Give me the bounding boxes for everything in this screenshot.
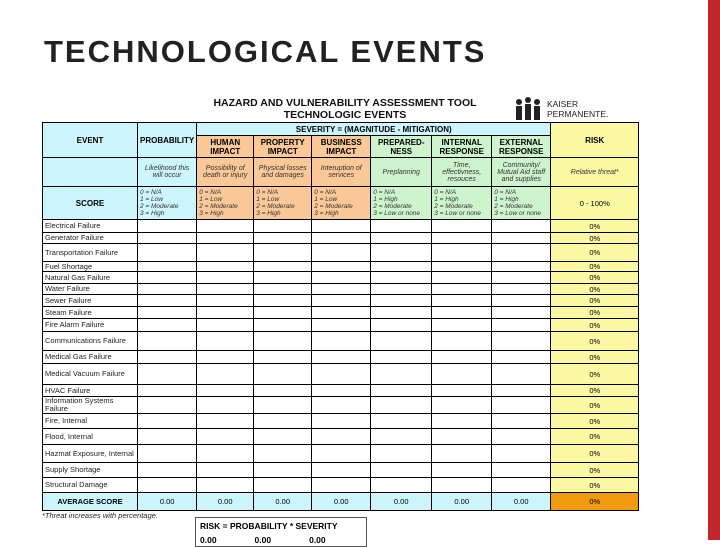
score-input-cell[interactable] — [492, 364, 551, 385]
kaiser-logo — [513, 97, 608, 121]
header-property: PROPERTY IMPACT — [254, 136, 312, 158]
score-input-cell[interactable] — [371, 284, 432, 295]
score-input-cell[interactable] — [138, 429, 197, 445]
score-input-cell[interactable] — [371, 272, 432, 284]
desc-prepared: Preplanning — [371, 158, 432, 187]
score-input-cell[interactable] — [492, 233, 551, 244]
score-input-cell[interactable] — [432, 385, 492, 397]
event-risk: 0% — [551, 295, 639, 307]
score-input-cell[interactable] — [312, 397, 371, 414]
score-input-cell[interactable] — [371, 332, 432, 351]
score-input-cell[interactable] — [371, 244, 432, 262]
event-risk: 0% — [551, 445, 639, 463]
event-risk: 0% — [551, 463, 639, 478]
score-input-cell[interactable] — [197, 307, 254, 319]
score-input-cell[interactable] — [254, 414, 312, 429]
score-input-cell[interactable] — [371, 295, 432, 307]
score-input-cell[interactable] — [197, 332, 254, 351]
event-risk: 0% — [551, 397, 639, 414]
header-internal: INTERNAL RESPONSE — [432, 136, 492, 158]
score-input-cell[interactable] — [492, 332, 551, 351]
average-value: 0.00 — [138, 493, 197, 511]
event-name: Natural Gas Failure — [43, 272, 138, 284]
event-row — [43, 332, 639, 351]
header-human: HUMAN IMPACT — [197, 136, 254, 158]
event-risk: 0% — [551, 364, 639, 385]
event-row — [43, 463, 639, 478]
desc-probability: Likelihood this will occur — [138, 158, 197, 187]
average-value: 0.00 — [492, 493, 551, 511]
score-input-cell[interactable] — [312, 262, 371, 272]
event-name: Transportation Failure — [43, 244, 138, 262]
score-input-cell[interactable] — [492, 284, 551, 295]
risk-formula-box — [195, 517, 367, 547]
event-risk: 0% — [551, 233, 639, 244]
score-human: 0 = N/A 1 = Low 2 = Moderate 3 = High — [197, 187, 254, 220]
score-label: SCORE — [43, 187, 138, 220]
desc-human: Possibility of death or injury — [197, 158, 254, 187]
event-name: HVAC Failure — [43, 385, 138, 397]
event-name: Medical Vacuum Failure — [43, 364, 138, 385]
event-risk: 0% — [551, 414, 639, 429]
score-input-cell[interactable] — [371, 478, 432, 493]
score-input-cell[interactable] — [312, 295, 371, 307]
tool-subtitle: TECHNOLOGIC EVENTS — [283, 109, 407, 121]
score-input-cell[interactable] — [432, 220, 492, 233]
event-row — [43, 244, 639, 262]
score-input-cell[interactable] — [254, 233, 312, 244]
desc-external: Community/ Mutual Aid staff and supplies — [492, 158, 551, 187]
score-input-cell[interactable] — [197, 445, 254, 463]
score-input-cell[interactable] — [432, 244, 492, 262]
event-name: Hazmat Exposure, Internal — [43, 445, 138, 463]
score-input-cell[interactable] — [432, 332, 492, 351]
score-input-cell[interactable] — [254, 351, 312, 364]
event-row — [43, 307, 639, 319]
event-risk: 0% — [551, 478, 639, 493]
score-input-cell[interactable] — [432, 478, 492, 493]
score-input-cell[interactable] — [371, 307, 432, 319]
score-input-cell[interactable] — [432, 262, 492, 272]
score-input-cell[interactable] — [492, 445, 551, 463]
score-input-cell[interactable] — [254, 463, 312, 478]
kaiser-logo-icon — [513, 97, 543, 121]
footnote: *Threat increases with percentage. — [42, 511, 158, 520]
header-business: BUSINESS IMPACT — [312, 136, 371, 158]
score-input-cell[interactable] — [312, 272, 371, 284]
score-input-cell[interactable] — [197, 429, 254, 445]
desc-risk: Relative threat* — [551, 158, 639, 187]
score-input-cell[interactable] — [312, 319, 371, 332]
event-name: Steam Failure — [43, 307, 138, 319]
event-risk: 0% — [551, 351, 639, 364]
score-input-cell[interactable] — [254, 295, 312, 307]
accent-bar — [708, 0, 720, 540]
score-property: 0 = N/A 1 = Low 2 = Moderate 3 = High — [254, 187, 312, 220]
score-input-cell[interactable] — [492, 463, 551, 478]
score-input-cell[interactable] — [138, 307, 197, 319]
score-input-cell[interactable] — [254, 397, 312, 414]
score-input-cell[interactable] — [492, 244, 551, 262]
event-risk: 0% — [551, 319, 639, 332]
score-input-cell[interactable] — [371, 397, 432, 414]
event-row — [43, 220, 639, 233]
event-name: Electrical Failure — [43, 220, 138, 233]
event-risk: 0% — [551, 284, 639, 295]
score-input-cell[interactable] — [371, 429, 432, 445]
formula-title: RISK = PROBABILITY * SEVERITY — [200, 521, 338, 531]
score-input-cell[interactable] — [138, 295, 197, 307]
score-input-cell[interactable] — [492, 414, 551, 429]
average-value: 0.00 — [197, 493, 254, 511]
score-input-cell[interactable] — [371, 364, 432, 385]
average-value: 0.00 — [371, 493, 432, 511]
event-risk: 0% — [551, 244, 639, 262]
event-name: Water Failure — [43, 284, 138, 295]
score-input-cell[interactable] — [312, 463, 371, 478]
score-input-cell[interactable] — [371, 463, 432, 478]
desc-internal: Time, effectivness, resouces — [432, 158, 492, 187]
event-row — [43, 445, 639, 463]
score-input-cell[interactable] — [254, 478, 312, 493]
score-input-cell[interactable] — [432, 272, 492, 284]
event-name: Communications Failure — [43, 332, 138, 351]
score-input-cell[interactable] — [254, 332, 312, 351]
score-input-cell[interactable] — [312, 364, 371, 385]
score-input-cell[interactable] — [138, 397, 197, 414]
score-input-cell[interactable] — [138, 351, 197, 364]
average-risk: 0% — [551, 493, 639, 511]
score-input-cell[interactable] — [197, 385, 254, 397]
score-input-cell[interactable] — [254, 385, 312, 397]
event-row — [43, 478, 639, 493]
event-row — [43, 385, 639, 397]
header-risk: RISK — [551, 123, 639, 158]
score-input-cell[interactable] — [492, 397, 551, 414]
score-input-cell[interactable] — [138, 332, 197, 351]
score-input-cell[interactable] — [371, 351, 432, 364]
event-row — [43, 295, 639, 307]
score-input-cell[interactable] — [492, 262, 551, 272]
desc-property: Physical losses and damages — [254, 158, 312, 187]
score-input-cell[interactable] — [138, 364, 197, 385]
event-risk: 0% — [551, 262, 639, 272]
header-prepared: PREPARED-NESS — [371, 136, 432, 158]
score-business: 0 = N/A 1 = Low 2 = Moderate 3 = High — [312, 187, 371, 220]
score-input-cell[interactable] — [432, 295, 492, 307]
score-input-cell[interactable] — [254, 262, 312, 272]
event-risk: 0% — [551, 385, 639, 397]
score-input-cell[interactable] — [197, 220, 254, 233]
score-risk: 0 - 100% — [551, 187, 639, 220]
average-value: 0.00 — [312, 493, 371, 511]
event-name: Generator Failure — [43, 233, 138, 244]
score-input-cell[interactable] — [197, 233, 254, 244]
score-input-cell[interactable] — [371, 414, 432, 429]
score-input-cell[interactable] — [197, 319, 254, 332]
score-input-cell[interactable] — [138, 244, 197, 262]
score-input-cell[interactable] — [492, 295, 551, 307]
event-row — [43, 397, 639, 414]
formula-value: 0.00 — [309, 535, 326, 545]
formula-value: 0.00 — [254, 535, 272, 545]
score-input-cell[interactable] — [138, 262, 197, 272]
header-probability: PROBABILITY — [138, 123, 197, 158]
event-row — [43, 262, 639, 272]
event-name: Flood, Internal — [43, 429, 138, 445]
score-input-cell[interactable] — [492, 385, 551, 397]
slide-title: TECHNOLOGICAL EVENTS — [44, 34, 487, 69]
score-input-cell[interactable] — [492, 478, 551, 493]
score-input-cell[interactable] — [138, 414, 197, 429]
score-input-cell[interactable] — [197, 284, 254, 295]
score-probability: 0 = N/A 1 = Low 2 = Moderate 3 = High — [138, 187, 197, 220]
score-input-cell[interactable] — [138, 233, 197, 244]
score-input-cell[interactable] — [492, 319, 551, 332]
score-internal: 0 = N/A 1 = High 2 = Moderate 3 = Low or none — [432, 187, 492, 220]
score-input-cell[interactable] — [197, 295, 254, 307]
score-input-cell[interactable] — [254, 284, 312, 295]
score-input-cell[interactable] — [432, 397, 492, 414]
score-input-cell[interactable] — [371, 319, 432, 332]
score-input-cell[interactable] — [254, 429, 312, 445]
average-label: AVERAGE SCORE — [43, 493, 138, 511]
score-input-cell[interactable] — [312, 385, 371, 397]
score-input-cell[interactable] — [371, 445, 432, 463]
score-input-cell[interactable] — [138, 284, 197, 295]
average-value: 0.00 — [254, 493, 312, 511]
event-row — [43, 284, 639, 295]
score-input-cell[interactable] — [432, 351, 492, 364]
score-input-cell[interactable] — [312, 284, 371, 295]
event-row — [43, 364, 639, 385]
logo-line1: KAISER — [547, 99, 579, 109]
score-input-cell[interactable] — [432, 429, 492, 445]
event-risk: 0% — [551, 220, 639, 233]
score-input-cell[interactable] — [197, 244, 254, 262]
score-input-cell[interactable] — [197, 463, 254, 478]
score-prepared: 0 = N/A 1 = High 2 = Moderate 3 = Low or none — [371, 187, 432, 220]
score-input-cell[interactable] — [492, 220, 551, 233]
score-input-cell[interactable] — [254, 272, 312, 284]
score-input-cell[interactable] — [312, 244, 371, 262]
score-input-cell[interactable] — [312, 414, 371, 429]
score-input-cell[interactable] — [138, 319, 197, 332]
event-name: Fire Alarm Failure — [43, 319, 138, 332]
score-input-cell[interactable] — [432, 319, 492, 332]
event-row — [43, 414, 639, 429]
event-risk: 0% — [551, 332, 639, 351]
score-input-cell[interactable] — [432, 233, 492, 244]
score-input-cell[interactable] — [432, 463, 492, 478]
event-name: Fuel Shortage — [43, 262, 138, 272]
score-input-cell[interactable] — [138, 445, 197, 463]
score-input-cell[interactable] — [138, 478, 197, 493]
score-input-cell[interactable] — [371, 262, 432, 272]
header-event: EVENT — [43, 123, 138, 158]
score-input-cell[interactable] — [432, 414, 492, 429]
average-row — [43, 493, 639, 511]
score-input-cell[interactable] — [254, 364, 312, 385]
event-row — [43, 429, 639, 445]
score-input-cell[interactable] — [197, 351, 254, 364]
score-input-cell[interactable] — [197, 364, 254, 385]
score-input-cell[interactable] — [197, 478, 254, 493]
score-input-cell[interactable] — [312, 220, 371, 233]
event-risk: 0% — [551, 307, 639, 319]
event-name: Fire, Internal — [43, 414, 138, 429]
score-input-cell[interactable] — [432, 364, 492, 385]
event-row — [43, 272, 639, 284]
score-input-cell[interactable] — [312, 478, 371, 493]
score-input-cell[interactable] — [312, 307, 371, 319]
event-name: Structural Damage — [43, 478, 138, 493]
score-input-cell[interactable] — [138, 463, 197, 478]
event-risk: 0% — [551, 429, 639, 445]
header-severity: SEVERITY = (MAGNITUDE - MITIGATION) — [197, 123, 551, 136]
score-input-cell[interactable] — [254, 445, 312, 463]
score-input-cell[interactable] — [492, 307, 551, 319]
score-input-cell[interactable] — [138, 385, 197, 397]
score-input-cell[interactable] — [371, 220, 432, 233]
score-input-cell[interactable] — [492, 351, 551, 364]
score-input-cell[interactable] — [312, 445, 371, 463]
score-input-cell[interactable] — [254, 220, 312, 233]
score-input-cell[interactable] — [432, 445, 492, 463]
event-row — [43, 233, 639, 244]
score-input-cell[interactable] — [312, 429, 371, 445]
event-name: Information Systems Failure — [43, 397, 138, 414]
score-input-cell[interactable] — [254, 244, 312, 262]
score-input-cell[interactable] — [492, 272, 551, 284]
score-external: 0 = N/A 1 = High 2 = Moderate 3 = Low or none — [492, 187, 551, 220]
score-input-cell[interactable] — [312, 351, 371, 364]
score-input-cell[interactable] — [371, 233, 432, 244]
desc-business: Interuption of services — [312, 158, 371, 187]
formula-value: 0.00 — [200, 535, 217, 545]
score-input-cell[interactable] — [312, 332, 371, 351]
event-name: Medical Gas Failure — [43, 351, 138, 364]
score-input-cell[interactable] — [197, 262, 254, 272]
score-input-cell[interactable] — [254, 319, 312, 332]
header-external: EXTERNAL RESPONSE — [492, 136, 551, 158]
score-input-cell[interactable] — [138, 272, 197, 284]
tool-title: HAZARD AND VULNERABILITY ASSESSMENT TOOL — [213, 97, 477, 109]
score-input-cell[interactable] — [312, 233, 371, 244]
logo-line2: PERMANENTE. — [547, 109, 609, 119]
score-input-cell[interactable] — [197, 397, 254, 414]
score-input-cell[interactable] — [492, 429, 551, 445]
event-risk: 0% — [551, 272, 639, 284]
score-input-cell[interactable] — [254, 307, 312, 319]
score-input-cell[interactable] — [432, 284, 492, 295]
score-input-cell[interactable] — [197, 414, 254, 429]
event-row — [43, 319, 639, 332]
event-name: Supply Shortage — [43, 463, 138, 478]
average-value: 0.00 — [432, 493, 492, 511]
hva-table — [42, 122, 639, 511]
event-row — [43, 351, 639, 364]
event-name: Sewer Failure — [43, 295, 138, 307]
score-input-cell[interactable] — [197, 272, 254, 284]
score-input-cell[interactable] — [432, 307, 492, 319]
score-input-cell[interactable] — [138, 220, 197, 233]
score-input-cell[interactable] — [371, 385, 432, 397]
